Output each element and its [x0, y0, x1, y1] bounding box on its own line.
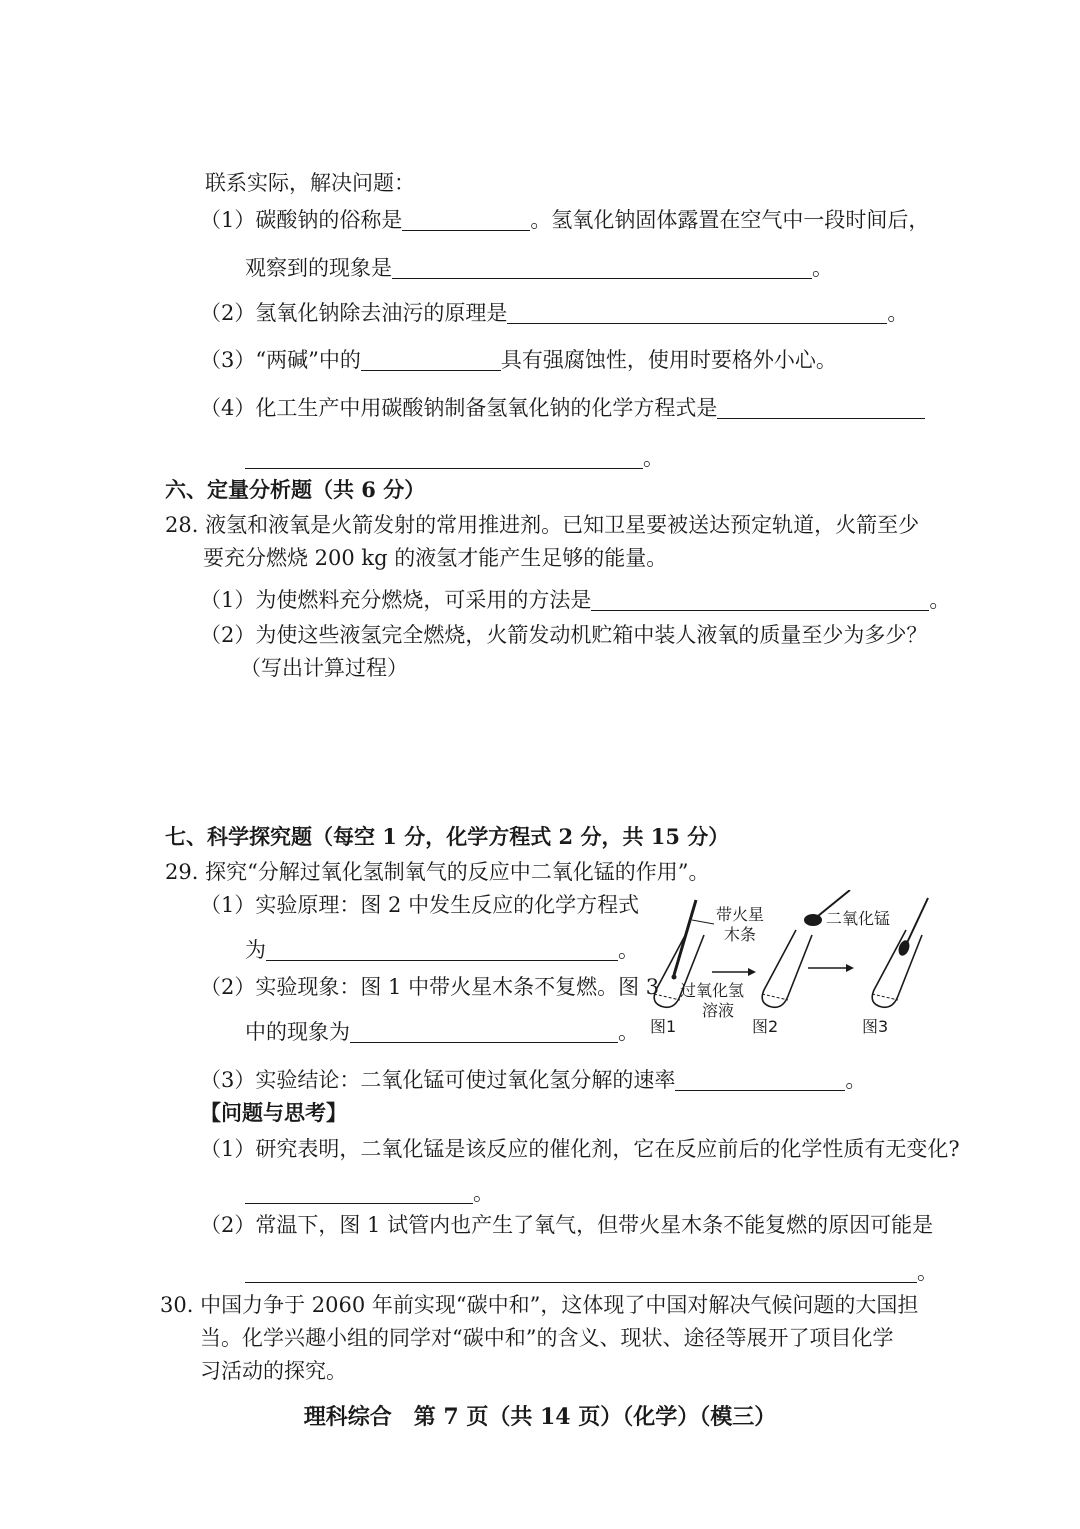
q29-part1-line2: 为 。	[245, 938, 639, 962]
answer-blank[interactable]	[591, 588, 929, 611]
q28-part1: （1）为使燃料充分燃烧，可采用的方法是 。	[200, 588, 951, 612]
answer-blank[interactable]	[350, 1020, 618, 1043]
q28-part2-line1: （2）为使这些液氢完全燃烧，火箭发动机贮箱中装人液氧的质量至少为多少？	[200, 623, 928, 647]
answer-blank[interactable]	[245, 1260, 917, 1283]
q30-line3: 习活动的探究。	[200, 1359, 347, 1383]
q27-part1-line2: 观察到的现象是 。	[245, 256, 833, 280]
label-mno2: 二氧化锰	[826, 909, 891, 928]
intro-text: 联系实际，解决问题：	[205, 171, 415, 195]
q27-part4-line2: 。	[245, 443, 664, 473]
answer-blank[interactable]	[361, 348, 501, 371]
arrow-icon	[808, 964, 854, 972]
q29-part2-line1: （2）实验现象：图 1 中带火星木条不复燃。图 3	[200, 975, 660, 999]
q28-part2-line2: （写出计算过程）	[240, 656, 408, 680]
section6-title: 六、定量分析题（共 6 分）	[165, 477, 426, 502]
think-part1-line2: 。	[245, 1178, 494, 1208]
q30-line1: 30. 中国力争于 2060 年前实现“碳中和”，这体现了中国对解决气候问题的大国担	[160, 1293, 919, 1317]
q29-part3: （3）实验结论：二氧化锰可使过氧化氢分解的速率 。	[200, 1068, 867, 1092]
answer-blank[interactable]	[402, 208, 530, 231]
q29-part2-line2: 中的现象为 。	[245, 1020, 639, 1044]
answer-blank[interactable]	[675, 1068, 845, 1091]
answer-blank[interactable]	[717, 396, 925, 419]
think-part2-line1: （2）常温下，图 1 试管内也产生了氧气，但带火星木条不能复燃的原因可能是	[200, 1213, 934, 1237]
label-fig3: 图3	[862, 1017, 889, 1036]
label-fig1: 图1	[650, 1017, 677, 1036]
think-part1-line1: （1）研究表明，二氧化锰是该反应的催化剂，它在反应前后的化学性质有无变化?	[200, 1137, 960, 1161]
q28-line2: 要充分燃烧 200 kg 的液氢才能产生足够的能量。	[203, 546, 668, 570]
label-splint-1: 带火星	[716, 905, 765, 924]
answer-blank[interactable]	[245, 1181, 473, 1204]
q27-part3: （3）“两碱”中的 具有强腐蚀性，使用时要格外小心。	[200, 348, 837, 372]
q28-line1: 28. 液氢和液氧是火箭发射的常用推进剂。已知卫星要被送达预定轨道，火箭至少	[165, 513, 920, 537]
q27-part1-line1: （1）碳酸钠的俗称是 。氢氧化钠固体露置在空气中一段时间后，	[200, 208, 930, 232]
label-h2o2-1: 过氧化氢	[680, 981, 745, 1000]
experiment-figure	[640, 890, 940, 1050]
q29-part1-line1: （1）实验原理：图 2 中发生反应的化学方程式	[200, 893, 640, 917]
answer-blank[interactable]	[507, 301, 887, 324]
page-footer: 理科综合 第 7 页（共 14 页）（化学）（模三）	[303, 1404, 777, 1430]
section7-title: 七、科学探究题（每空 1 分，化学方程式 2 分，共 15 分）	[165, 824, 730, 849]
q27-part4: （4）化工生产中用碳酸钠制备氢氧化钠的化学方程式是	[200, 393, 925, 423]
q29-line: 29. 探究“分解过氧化氢制氧气的反应中二氧化锰的作用”。	[165, 860, 710, 884]
think-title: 【问题与思考】	[200, 1100, 347, 1125]
label-fig2: 图2	[752, 1017, 779, 1036]
test-tube-2	[762, 930, 812, 1007]
spoon-icon	[897, 939, 912, 957]
arrow-icon	[712, 968, 756, 976]
think-part2-line2: 。	[245, 1257, 938, 1287]
answer-blank[interactable]	[245, 446, 643, 469]
q27-part2: （2）氢氧化钠除去油污的原理是 。	[200, 301, 909, 325]
q30-line2: 当。化学兴趣小组的同学对“碳中和”的含义、现状、途径等展开了项目化学	[200, 1326, 894, 1350]
answer-blank[interactable]	[392, 256, 812, 279]
label-h2o2-2: 溶液	[702, 1001, 735, 1020]
label-splint-2: 木条	[724, 925, 757, 944]
answer-blank[interactable]	[266, 938, 618, 961]
test-tubes-diagram	[640, 890, 940, 1050]
